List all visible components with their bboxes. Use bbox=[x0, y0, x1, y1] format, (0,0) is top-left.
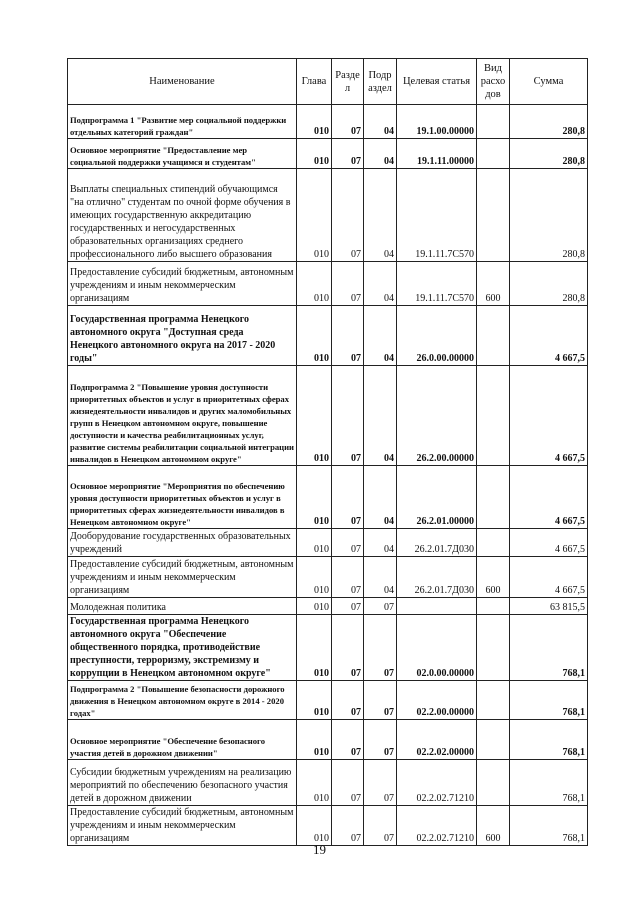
row-name: Государственная программа Ненецкого автономного округа "Обеспечение общественного порядка, противодействие преступности, терроризму, экстремизму и коррупции в Ненецком автономном округе" bbox=[68, 615, 297, 681]
budget-table bbox=[67, 58, 588, 846]
row-name: Предоставление субсидий бюджетным, автономным учреждениям и иным некоммерческим организациям bbox=[68, 557, 297, 598]
row-vid: 600 bbox=[477, 262, 510, 306]
row-name: Основное мероприятие "Мероприятия по обеспечению уровня доступности приоритетных объектов и услуг в приоритетных сферах жизнедеятельности инвалидов в Ненецком автономном округе" bbox=[68, 466, 297, 529]
row-razdel: 07 bbox=[332, 557, 364, 598]
row-summa: 4 667,5 bbox=[510, 466, 588, 529]
row-cel: 26.2.01.7Д030 bbox=[397, 557, 477, 598]
row-summa: 280,8 bbox=[510, 169, 588, 262]
row-cel: 02.0.00.00000 bbox=[397, 615, 477, 681]
row-glava: 010 bbox=[297, 557, 332, 598]
row-glava: 010 bbox=[297, 681, 332, 720]
row-razdel: 07 bbox=[332, 139, 364, 169]
header-name: Наименование bbox=[68, 59, 297, 105]
row-name: Выплаты специальных стипендий обучающимся "на отлично" студентам по очной форме обучения в имеющих государственную аккредитацию государственных и негосударственных образовательных организациях среднего профессионального либо высшего образования bbox=[68, 169, 297, 262]
row-cel bbox=[397, 598, 477, 615]
row-razdel: 07 bbox=[332, 306, 364, 366]
table-row bbox=[68, 306, 588, 366]
row-podrazdel: 04 bbox=[364, 139, 397, 169]
table-row bbox=[68, 760, 588, 806]
row-name: Основное мероприятие "Предоставление мер социальной поддержки учащимся и студентам" bbox=[68, 139, 297, 169]
row-podrazdel: 04 bbox=[364, 306, 397, 366]
header-podrazdel: Подр аздел bbox=[364, 59, 397, 105]
row-podrazdel: 07 bbox=[364, 681, 397, 720]
row-podrazdel: 04 bbox=[364, 169, 397, 262]
row-razdel: 07 bbox=[332, 169, 364, 262]
row-cel: 02.2.02.71210 bbox=[397, 806, 477, 846]
row-vid: 600 bbox=[477, 806, 510, 846]
row-summa: 768,1 bbox=[510, 681, 588, 720]
table-row bbox=[68, 806, 588, 846]
row-cel: 19.1.11.7С570 bbox=[397, 169, 477, 262]
row-cel: 26.2.01.7Д030 bbox=[397, 529, 477, 557]
row-glava: 010 bbox=[297, 720, 332, 760]
row-name: Подпрограмма 1 "Развитие мер социальной поддержки отдельных категорий граждан" bbox=[68, 105, 297, 139]
row-name: Субсидии бюджетным учреждениям на реализацию мероприятий по обеспечению безопасного участия детей в дорожном движении bbox=[68, 760, 297, 806]
row-summa: 280,8 bbox=[510, 139, 588, 169]
row-cel: 26.2.01.00000 bbox=[397, 466, 477, 529]
row-glava: 010 bbox=[297, 366, 332, 466]
table-row bbox=[68, 466, 588, 529]
row-podrazdel: 04 bbox=[364, 105, 397, 139]
row-vid bbox=[477, 529, 510, 557]
table-row bbox=[68, 557, 588, 598]
row-glava: 010 bbox=[297, 760, 332, 806]
row-razdel: 07 bbox=[332, 529, 364, 557]
row-summa: 768,1 bbox=[510, 615, 588, 681]
row-podrazdel: 04 bbox=[364, 366, 397, 466]
row-podrazdel: 04 bbox=[364, 262, 397, 306]
header-cel: Целевая статья bbox=[397, 59, 477, 105]
row-razdel: 07 bbox=[332, 615, 364, 681]
row-podrazdel: 07 bbox=[364, 806, 397, 846]
row-glava: 010 bbox=[297, 262, 332, 306]
row-podrazdel: 04 bbox=[364, 557, 397, 598]
row-vid bbox=[477, 760, 510, 806]
row-podrazdel: 04 bbox=[364, 466, 397, 529]
row-glava: 010 bbox=[297, 105, 332, 139]
header-razdel: Разде л bbox=[332, 59, 364, 105]
table-row bbox=[68, 598, 588, 615]
row-razdel: 07 bbox=[332, 720, 364, 760]
row-podrazdel: 07 bbox=[364, 598, 397, 615]
row-cel: 26.2.00.00000 bbox=[397, 366, 477, 466]
row-name: Подпрограмма 2 "Повышение безопасности дорожного движения в Ненецком автономном округе в 2014 - 2020 годах" bbox=[68, 681, 297, 720]
row-razdel: 07 bbox=[332, 466, 364, 529]
row-cel: 19.1.00.00000 bbox=[397, 105, 477, 139]
row-cel: 02.2.02.00000 bbox=[397, 720, 477, 760]
row-razdel: 07 bbox=[332, 105, 364, 139]
row-vid bbox=[477, 139, 510, 169]
row-summa: 63 815,5 bbox=[510, 598, 588, 615]
row-summa: 768,1 bbox=[510, 720, 588, 760]
row-vid bbox=[477, 366, 510, 466]
row-glava: 010 bbox=[297, 615, 332, 681]
table-row bbox=[68, 262, 588, 306]
row-name: Государственная программа Ненецкого автономного округа "Доступная среда Ненецкого автономного округа на 2017 - 2020 годы" bbox=[68, 306, 297, 366]
row-name: Дооборудование государственных образовательных учреждений bbox=[68, 529, 297, 557]
row-summa: 4 667,5 bbox=[510, 366, 588, 466]
row-summa: 280,8 bbox=[510, 262, 588, 306]
table-row bbox=[68, 615, 588, 681]
row-cel: 19.1.11.00000 bbox=[397, 139, 477, 169]
table-row bbox=[68, 169, 588, 262]
row-vid bbox=[477, 169, 510, 262]
table-row bbox=[68, 720, 588, 760]
row-glava: 010 bbox=[297, 598, 332, 615]
row-podrazdel: 07 bbox=[364, 760, 397, 806]
row-vid bbox=[477, 615, 510, 681]
row-razdel: 07 bbox=[332, 598, 364, 615]
row-glava: 010 bbox=[297, 806, 332, 846]
table-header-row bbox=[68, 59, 588, 105]
row-glava: 010 bbox=[297, 169, 332, 262]
row-summa: 4 667,5 bbox=[510, 529, 588, 557]
row-razdel: 07 bbox=[332, 760, 364, 806]
row-vid: 600 bbox=[477, 557, 510, 598]
row-cel: 02.2.00.00000 bbox=[397, 681, 477, 720]
table-row bbox=[68, 139, 588, 169]
row-razdel: 07 bbox=[332, 681, 364, 720]
row-podrazdel: 07 bbox=[364, 615, 397, 681]
page-number: 19 bbox=[313, 842, 326, 857]
row-vid bbox=[477, 466, 510, 529]
row-summa: 280,8 bbox=[510, 105, 588, 139]
table-row bbox=[68, 366, 588, 466]
header-glava: Глава bbox=[297, 59, 332, 105]
table-row bbox=[68, 105, 588, 139]
row-cel: 02.2.02.71210 bbox=[397, 760, 477, 806]
row-cel: 19.1.11.7С570 bbox=[397, 262, 477, 306]
header-vid: Вид расхо дов bbox=[477, 59, 510, 105]
header-summa: Сумма bbox=[510, 59, 588, 105]
row-cel: 26.0.00.00000 bbox=[397, 306, 477, 366]
row-glava: 010 bbox=[297, 466, 332, 529]
row-name: Предоставление субсидий бюджетным, автономным учреждениям и иным некоммерческим организациям bbox=[68, 806, 297, 846]
row-vid bbox=[477, 720, 510, 760]
table-row bbox=[68, 681, 588, 720]
row-vid bbox=[477, 681, 510, 720]
row-name: Предоставление субсидий бюджетным, автономным учреждениям и иным некоммерческим организациям bbox=[68, 262, 297, 306]
table-row bbox=[68, 529, 588, 557]
row-vid bbox=[477, 306, 510, 366]
row-podrazdel: 07 bbox=[364, 720, 397, 760]
row-name: Основное мероприятие "Обеспечение безопасного участия детей в дорожном движении" bbox=[68, 720, 297, 760]
row-razdel: 07 bbox=[332, 262, 364, 306]
row-glava: 010 bbox=[297, 529, 332, 557]
row-razdel: 07 bbox=[332, 806, 364, 846]
row-summa: 768,1 bbox=[510, 760, 588, 806]
row-razdel: 07 bbox=[332, 366, 364, 466]
row-summa: 4 667,5 bbox=[510, 306, 588, 366]
row-podrazdel: 04 bbox=[364, 529, 397, 557]
row-glava: 010 bbox=[297, 306, 332, 366]
row-vid bbox=[477, 598, 510, 615]
row-summa: 768,1 bbox=[510, 806, 588, 846]
row-name: Молодежная политика bbox=[68, 598, 297, 615]
row-name: Подпрограмма 2 "Повышение уровня доступности приоритетных объектов и услуг в приоритетных сферах жизнедеятельности инвалидов и других маломобильных групп в Ненецком автономном округе, повышение доступности и качества реабилитационных услуг, развитие системы реабилитации социальной интеграции инвалидов в Ненецком автономном округе" bbox=[68, 366, 297, 466]
row-summa: 4 667,5 bbox=[510, 557, 588, 598]
row-glava: 010 bbox=[297, 139, 332, 169]
row-vid bbox=[477, 105, 510, 139]
